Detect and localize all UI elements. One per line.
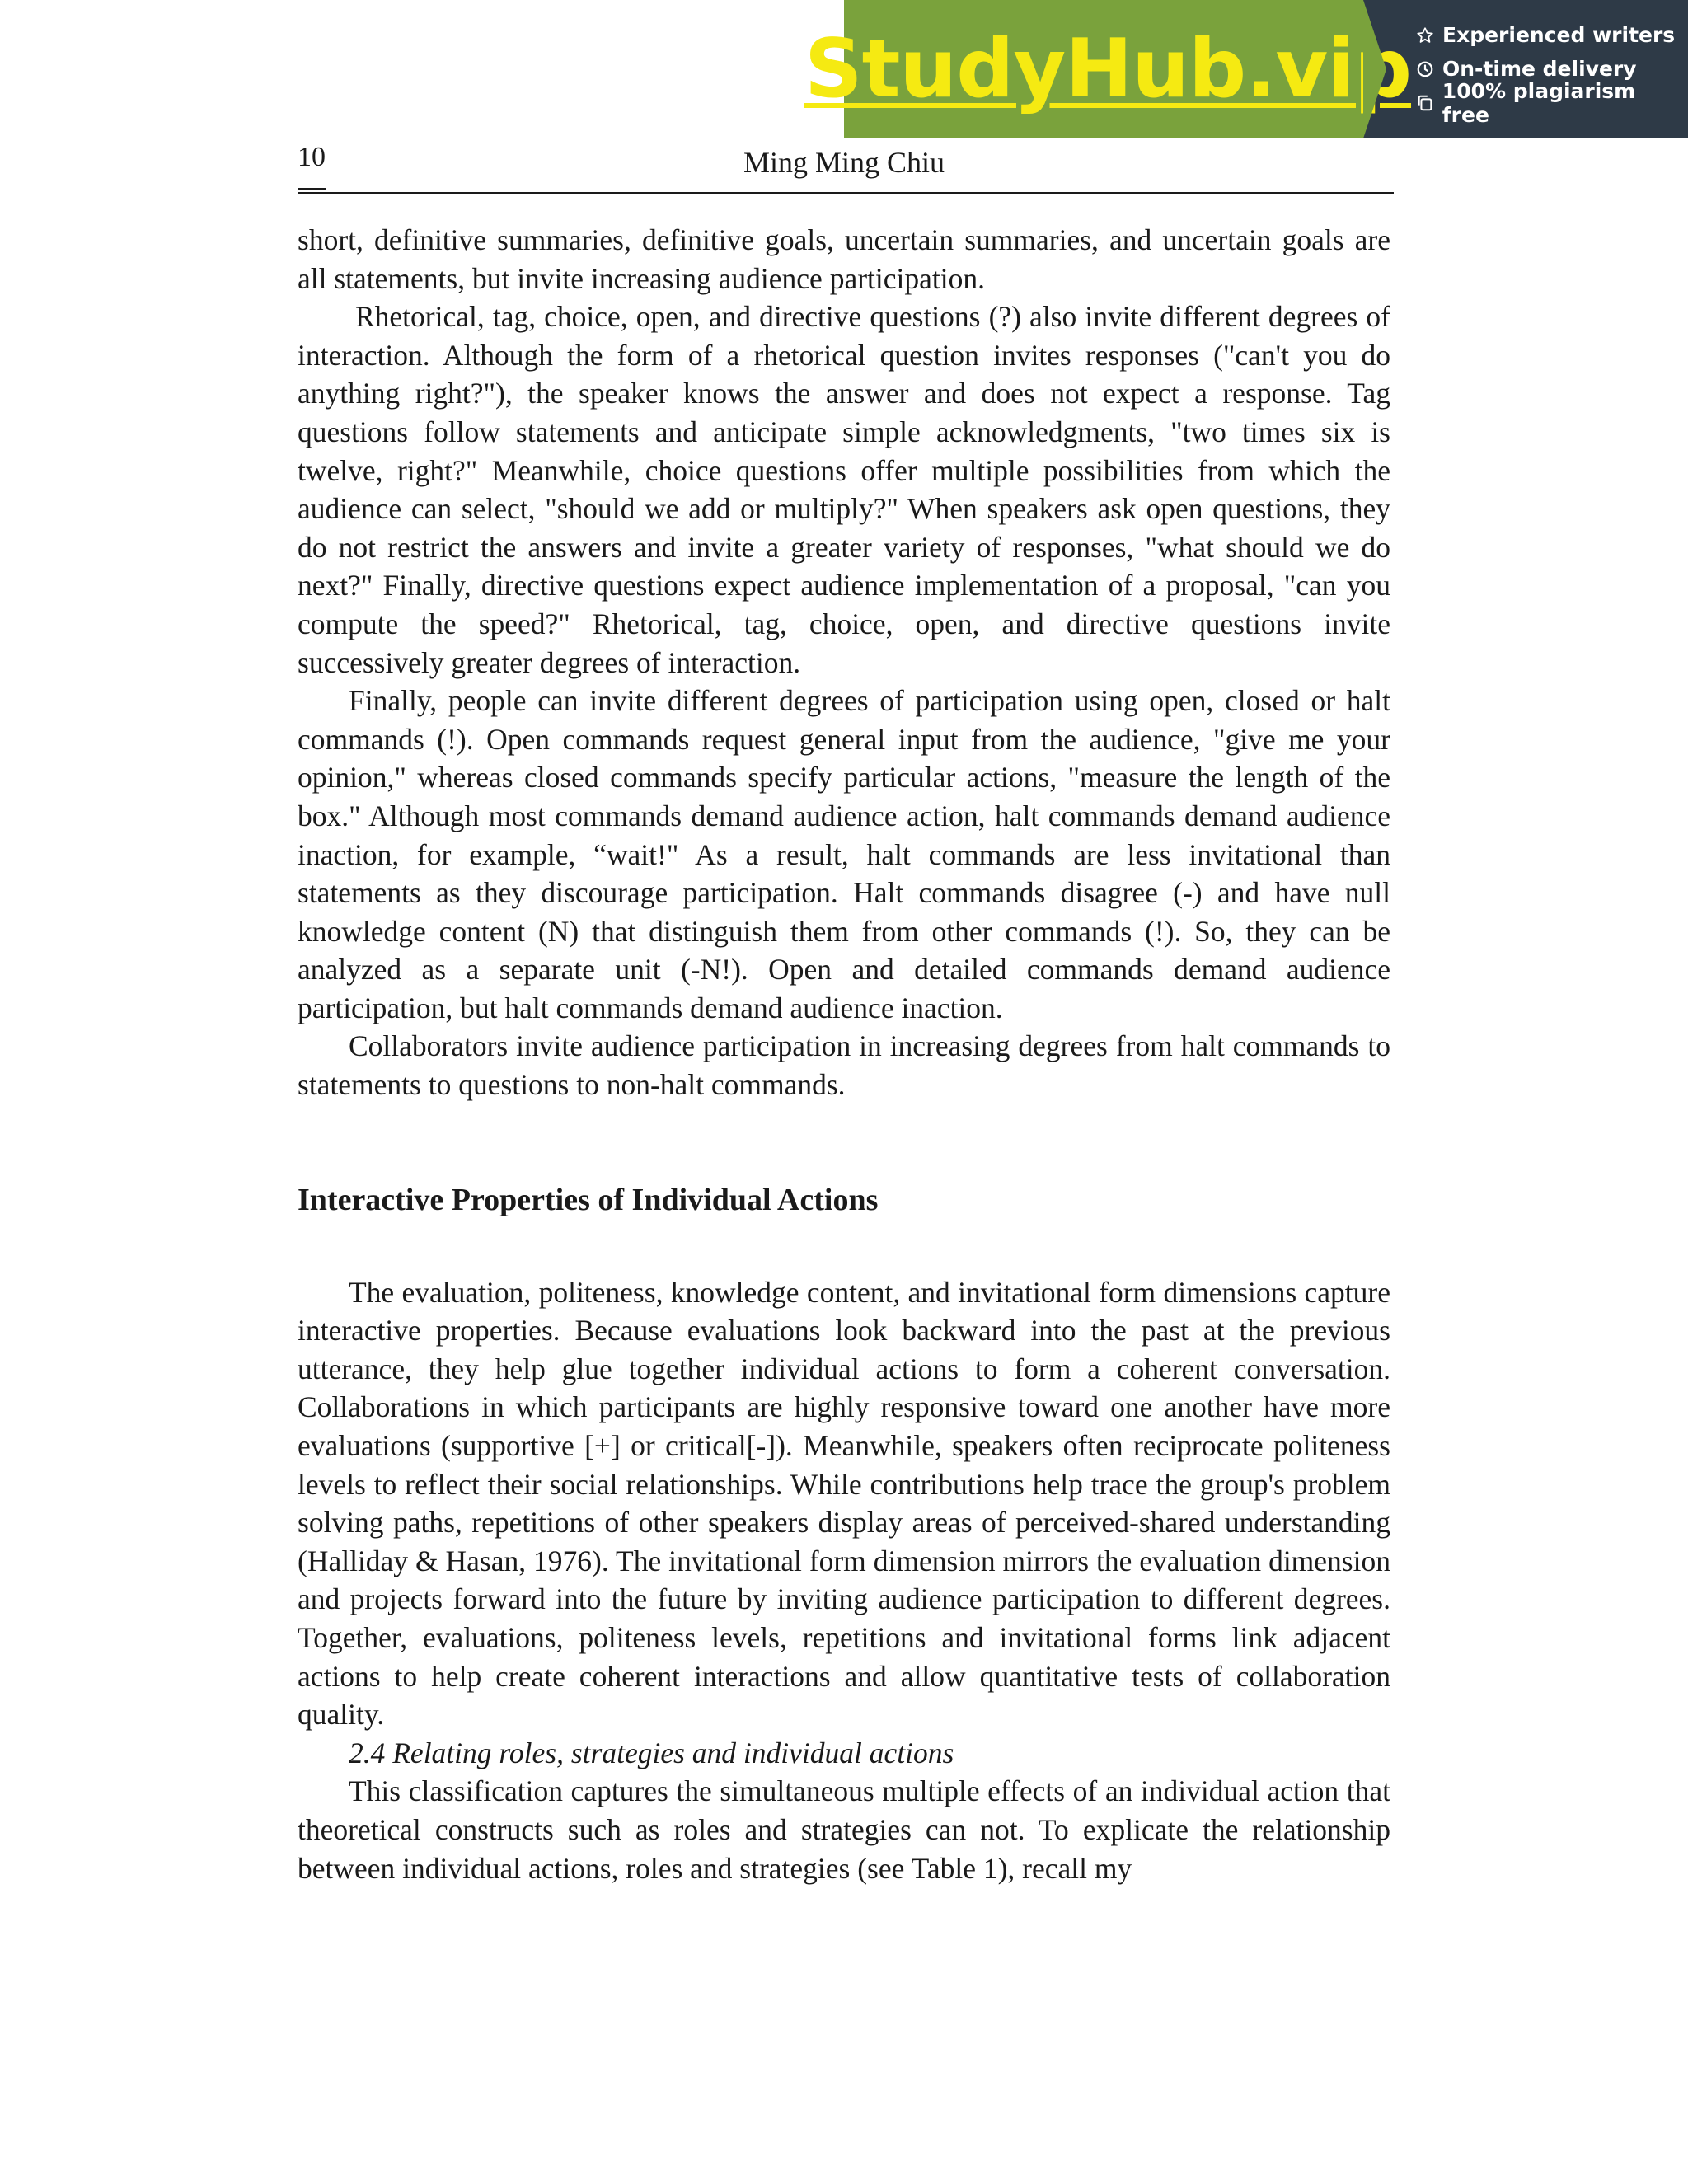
paragraph-questions: Rhetorical, tag, choice, open, and directive questions (?) also invite different degrees of interaction. Although the form of a rhetorical question invites responses ("can't you do anything right?"), the speaker knows the answer and does not expect a response. Tag questions follow statements and anticipate simple acknowledgments, "two times six is twelve, right?" Meanwhile, choice questions offer multiple possibilities from which the audience can select, "should we add or multiply?" When speakers ask open questions, they do not restrict the answers and invite a greater variety of responses, "what should we do next?" Finally, directive questions expect audience implementation of a proposal, "can you compute the speed?" Rhetorical, tag, choice, open, and directive questions invite successively greater degrees of interaction. — [298, 300, 1390, 679]
paragraph-continuation: short, definitive summaries, definitive goals, uncertain summaries, and uncertain goals are all statements, but invite increasing audience participation. — [298, 223, 1390, 295]
page-number: 10 — [298, 142, 326, 172]
header-rule — [298, 192, 1394, 194]
feature-experienced-writers — [1413, 18, 1688, 52]
body-text — [298, 221, 1390, 1887]
clock-icon — [1413, 60, 1437, 78]
feature-label: On-time delivery — [1442, 57, 1637, 81]
page-number-underline — [298, 188, 326, 190]
feature-label: 100% plagiarism free — [1442, 78, 1636, 127]
running-head-author: Ming Ming Chiu — [743, 146, 945, 179]
subsection-title: 2.4 Relating roles, strategies and individual actions — [349, 1736, 954, 1769]
paragraph-commands: Finally, people can invite different degrees of participation using open, closed or halt commands (!). Open commands request general input from the audience, "give me your opinion," whereas closed commands specify particular actions, "measure the length of the box." Although most commands demand audience action, halt commands demand audience inaction, for example, “wait!" As a result, halt commands are less invitational than statements as they discourage participation. Halt commands disagree (-) and have null knowledge content (N) that distinguish them from other commands (!). So, they can be analyzed as a separate unit (-N!). Open and detailed commands demand audience participation, but halt commands demand audience inaction. — [298, 684, 1390, 1024]
paragraph-classification: This classification captures the simultaneous multiple effects of an individual action that theoretical constructs such as roles and strategies can not. To explicate the relationship between individual actions, roles and strategies (see Table 1), recall my — [298, 1774, 1390, 1885]
brand-logo: StudyHub.vip — [804, 22, 1412, 116]
feature-label: Experienced writers — [1442, 23, 1676, 47]
feature-plagiarism-free — [1413, 78, 1688, 127]
copy-icon — [1413, 94, 1437, 112]
star-icon — [1413, 26, 1437, 45]
paragraph-summary: Collaborators invite audience participation in increasing degrees from halt commands to statements to questions to non-halt commands. — [298, 1029, 1390, 1102]
features-panel — [1363, 0, 1688, 138]
brand-panel — [804, 0, 1412, 138]
studyhub-banner[interactable] — [804, 0, 1688, 138]
paragraph-interactive-properties: The evaluation, politeness, knowledge content, and invitational form dimensions capture interactive properties. Because evaluations look backward into the past at the previous utterance, they help glue together individual actions to form a coherent conversation. Collaborations in which participants are highly responsive toward one another have more evaluations (supportive [+] or critical[-]). Meanwhile, speakers often reciprocate politeness levels to reflect their social relationships. While contributions help trace the group's problem solving paths, repetitions of other speakers display areas of perceived-shared understanding (Halliday & Hasan, 1976). The invitational form dimension mirrors the evaluation dimension and projects forward into the future by inviting audience participation to different degrees. Together, evaluations, politeness levels, repetitions and invitational forms link adjacent actions to help create coherent interactions and allow quantitative tests of collaboration quality. — [298, 1275, 1390, 1732]
section-heading: Interactive Properties of Individual Actions — [298, 1182, 879, 1217]
